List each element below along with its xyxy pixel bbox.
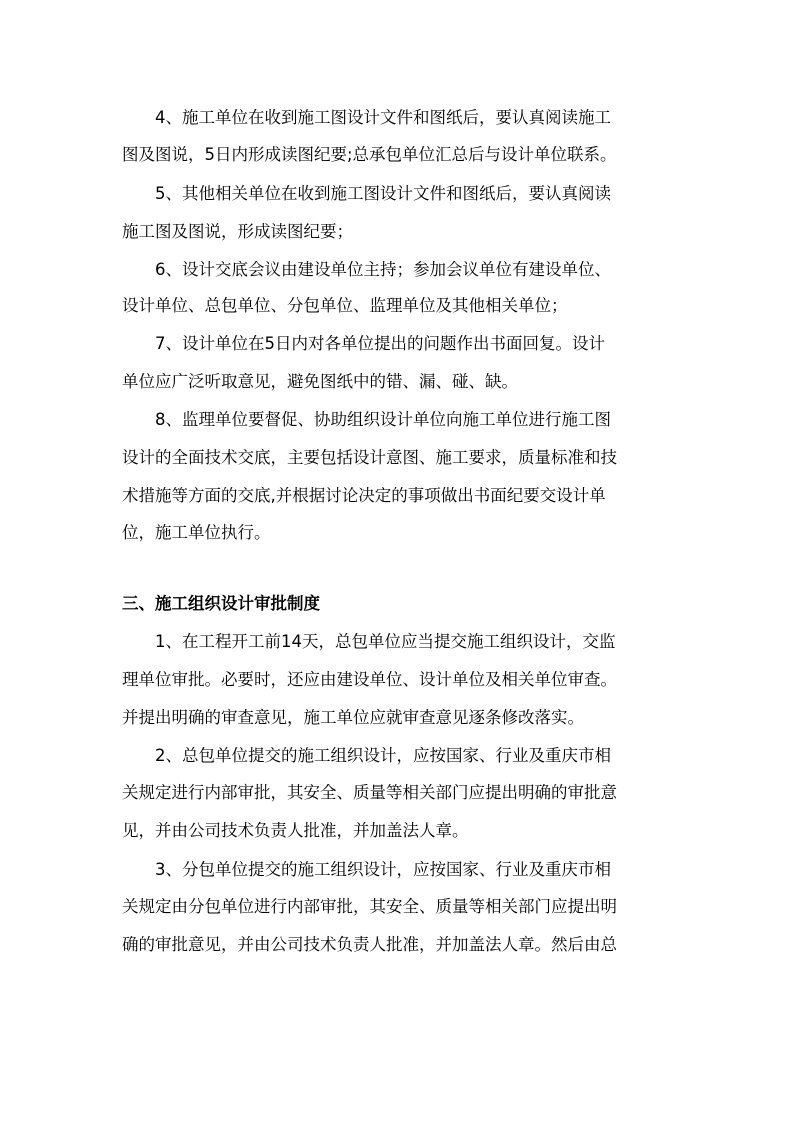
- section-paragraph-1-line-1: 1、在工程开工前14天，总包单位应当提交施工组织设计，交监: [122, 632, 616, 651]
- section-paragraph-3-line-2: 关规定由分包单位进行内部审批，其安全、质量等相关部门应提出明: [122, 897, 617, 916]
- paragraph-6-line-1: 6、设计交底会议由建设单位主持；参加会议单位有建设单位、: [122, 260, 611, 279]
- paragraph-4-line-2: 图及图说，5日内形成读图纪要;总承包单位汇总后与设计单位联系。: [122, 145, 617, 164]
- section-paragraph-3-line-1: 3、分包单位提交的施工组织设计，应按国家、行业及重庆市相: [122, 860, 611, 879]
- paragraph-4-line-1: 4、施工单位在收到施工图设计文件和图纸后，要认真阅读施工: [122, 108, 611, 127]
- paragraph-5-line-1: 5、其他相关单位在收到施工图设计文件和图纸后，要认真阅读: [122, 184, 611, 203]
- paragraph-8-line-2: 设计的全面技术交底，主要包括设计意图、施工要求，质量标准和技: [122, 448, 617, 467]
- section-paragraph-3-line-3: 确的审批意见，并由公司技术负责人批准，并加盖法人章。然后由总: [122, 935, 617, 954]
- paragraph-5-line-2: 施工图及图说，形成读图纪要；: [122, 222, 353, 241]
- paragraph-8-line-1: 8、监理单位要督促、协助组织设计单位向施工单位进行施工图: [122, 410, 611, 429]
- section-paragraph-2-line-2: 关规定进行内部审批，其安全、质量等相关部门应提出明确的审批意: [122, 783, 617, 802]
- paragraph-8-line-3: 术措施等方面的交底,并根据讨论决定的事项做出书面纪要交设计单: [122, 486, 606, 505]
- section-paragraph-2-line-3: 见，并由公司技术负责人批准，并加盖法人章。: [122, 821, 469, 840]
- paragraph-6-line-2: 设计单位、总包单位、分包单位、监理单位及其他相关单位；: [122, 296, 568, 315]
- section-paragraph-2-line-1: 2、总包单位提交的施工组织设计，应按国家、行业及重庆市相: [122, 746, 611, 765]
- paragraph-8-line-4: 位，施工单位执行。: [122, 523, 271, 542]
- paragraph-7-line-2: 单位应广泛听取意见，避免图纸中的错、漏、碰、缺。: [122, 372, 518, 391]
- section-heading: 三、施工组织设计审批制度: [122, 594, 320, 613]
- section-paragraph-1-line-3: 并提出明确的审查意见，施工单位应就审查意见逐条修改落实。: [122, 708, 584, 727]
- paragraph-7-line-1: 7、设计单位在5日内对各单位提出的问题作出书面回复。设计: [122, 334, 605, 353]
- section-paragraph-1-line-2: 理单位审批。必要时，还应由建设单位、设计单位及相关单位审查。: [122, 670, 617, 689]
